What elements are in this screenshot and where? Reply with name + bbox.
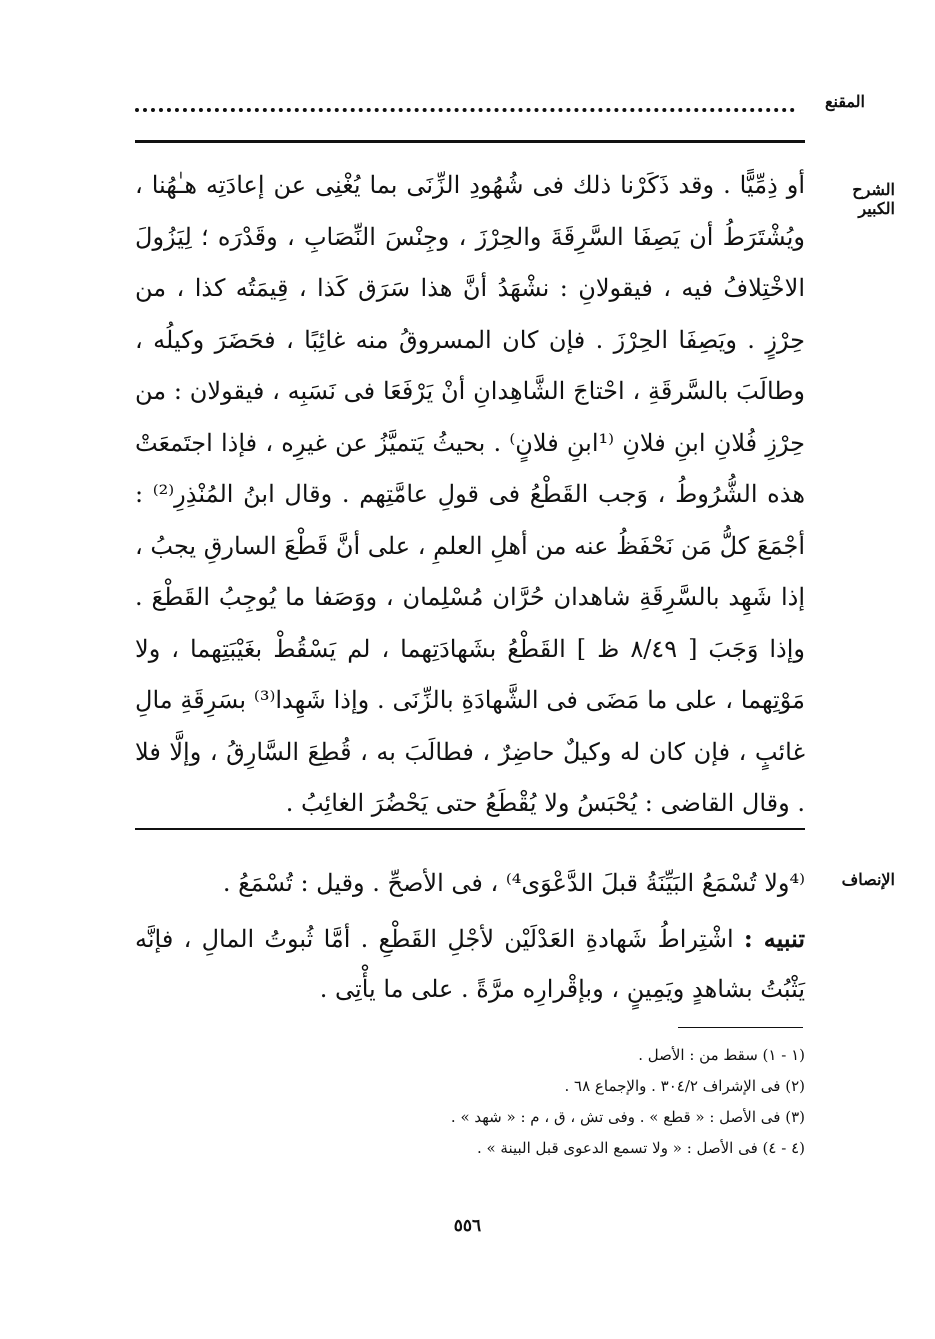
page-number: ٥٥٦ — [453, 1216, 482, 1236]
footnote: (٢) فى الإشراف ٣٠٤/٢ . والإجماع ٦٨ . — [564, 1077, 805, 1095]
tanbih-label: تنبيه : — [743, 924, 805, 953]
footnotes — [135, 1040, 805, 1164]
header-solid-rule — [135, 140, 805, 143]
footnote: (١ - ١) سقط من : الأصل . — [638, 1046, 805, 1064]
footnote: (٣) فى الأصل : « قطع » . وفى تش ، ق ، م : « شهد » . — [450, 1108, 805, 1126]
section-divider — [135, 828, 805, 830]
tanbih-paragraph — [135, 914, 805, 1014]
insaf-text-block — [135, 858, 805, 1014]
main-paragraph: أو ذِمِّيًّا . وقد ذَكَرْنا ذلك فى شُهُودِ الزِّنَى بما يُغْنِى عن إعادَتِه هـٰهُنا ، ويُشْتَرَطُ أن يَصِفَا السَّرِقَةَ والحِرْزَ ، وجِنْسَ النِّصَابِ ، وقَدْرَه ؛ لِيَزُولَ الاخْتِلافُ فيه ، فيقولانِ : نشْهَدُ أنَّ هذا سَرَق كَذا ، قِيمَتُه كذا ، من حِرْزٍ . ويَصِفَا الحِرْزَ . فإن كان المسروقُ منه غائِبًا ، فحَضَرَ وكيلُه ، وطالَبَ بالسَّرقَةِ ، احْتاجَ الشَّاهِدانِ أنْ يَرْفَعَا فى نَسَبِه ، فيقولان : من حِرْزِ فُلانِ ابنِ فلانِ ⁽¹ابنِ فلانٍ⁾ . بحيثُ يَتميَّزُ عن غيرِه ، فإذا اجتَمعَتْ هذه الشُّرُوطُ ، وَجب القَطْعُ فى قولِ عامَّتِهم . وقال ابنُ المُنْذِرِ⁽²⁾ : أجْمَعَ كلُّ مَن نَحْفَظُ عنه من أهلِ العلمِ ، على أنَّ قَطْعَ السارقِ يجبُ ، إذا شَهِد بالسَّرِقَةِ شاهدان حُرَّان مُسْلِمان ، ووَصَفا ما يُوجِبُ القَطْعَ . وإذا وَجَبَ [ ٨/٤٩ ظ ] القَطْعُ بشَهادَتِهما ، لم يَسْقُطْ بغَيْبَتِهما ، ولا مَوْتِهما ، على ما مَضَى فى الشَّهادَةِ بالزِّنَى . وإذا شَهِدا⁽³⁾ بسَرِقَةِ مالِ غائبٍ ، فإن كان له وكيلٌ حاضِرٌ ، فطالَبَ به ، قُطِعَ السَّارِقُ ، وإلَّا فلا . وقال القاضى : يُحْبَسُ ولا يُقْطَعُ حتى يَحْضُرَ الغائِبُ . — [135, 171, 806, 817]
insaf-line: ⁽⁴ولا تُسْمَعُ البَيِّنَةُ قبلَ الدَّعْوَى⁴⁾ ، فى الأصحِّ . وقيل : تُسْمَعُ . — [222, 869, 805, 897]
header-dotted-rule — [135, 108, 795, 112]
footnote: (٤ - ٤) فى الأصل : « ولا تسمع الدعوى قبل البينة » . — [476, 1139, 805, 1157]
sharh-section-label: الشرح الكبير — [852, 180, 895, 218]
insaf-section-label: الإنصاف — [841, 870, 895, 889]
tanbih-text: اشْتِراطُ شَهادةِ العَدْلَيْن لأجْلِ القَطْعِ . أمَّا ثُبوتُ المالِ ، فإنَّه يَثْبُتُ بشاهدٍ ويَمِينٍ ، وبإقْرارِه مرَّةً . على ما يأْتِى . — [135, 925, 805, 1003]
footnote-rule — [678, 1027, 803, 1028]
main-text-block — [135, 160, 805, 830]
header-title: المقنع — [824, 92, 865, 111]
